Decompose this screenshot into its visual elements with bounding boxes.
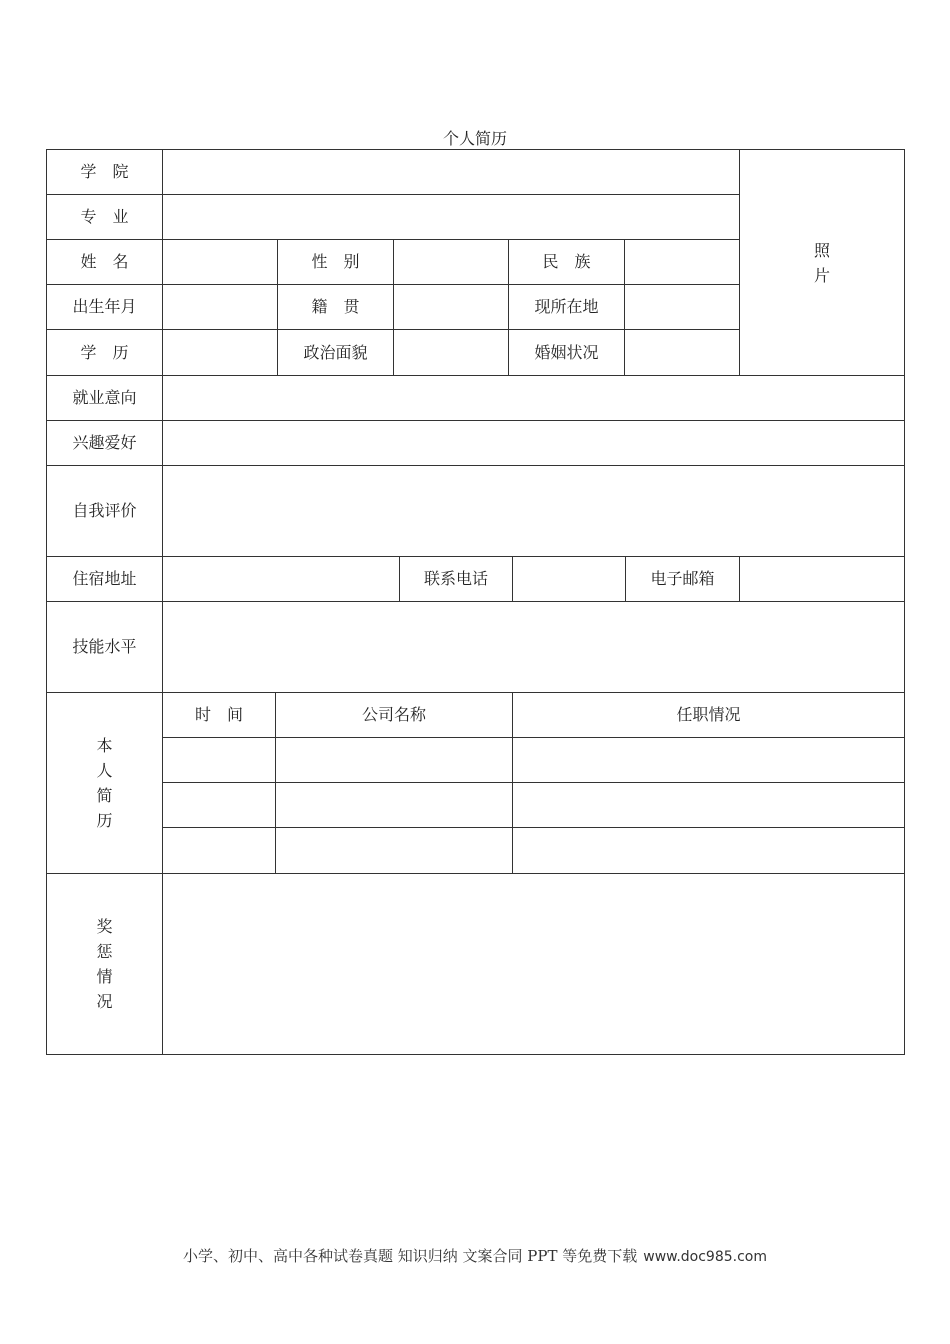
field-name[interactable] — [162, 239, 278, 285]
history-position-cell[interactable] — [512, 827, 905, 874]
label-native: 籍 贯 — [277, 284, 394, 330]
awards-char: 惩 — [96, 942, 113, 961]
field-ethnicity[interactable] — [624, 239, 740, 285]
label-email: 电子邮箱 — [625, 556, 740, 602]
photo-box[interactable] — [739, 149, 905, 376]
field-self-eval[interactable] — [162, 465, 905, 557]
field-native[interactable] — [393, 284, 509, 330]
label-location: 现所在地 — [508, 284, 625, 330]
history-position-cell[interactable] — [512, 782, 905, 828]
history-company-cell[interactable] — [275, 782, 513, 828]
label-skills: 技能水平 — [46, 601, 163, 693]
awards-char: 况 — [96, 992, 113, 1011]
label-intention: 就业意向 — [46, 375, 163, 421]
label-name: 姓 名 — [46, 239, 163, 285]
history-header-company: 公司名称 — [275, 692, 513, 738]
resume-char: 本 — [96, 736, 113, 755]
field-major[interactable] — [162, 194, 740, 240]
resume-char: 简 — [96, 786, 113, 805]
field-location[interactable] — [624, 284, 740, 330]
field-hobbies[interactable] — [162, 420, 905, 466]
label-political: 政治面貌 — [277, 329, 394, 376]
footer — [0, 1245, 950, 1266]
resume-char: 历 — [96, 811, 113, 830]
field-gender[interactable] — [393, 239, 509, 285]
photo-char: 照 — [813, 240, 830, 260]
label-address: 住宿地址 — [46, 556, 163, 602]
label-birth: 出生年月 — [46, 284, 163, 330]
history-header-time: 时 间 — [162, 692, 276, 738]
label-gender: 性 别 — [277, 239, 394, 285]
awards-char: 情 — [96, 967, 113, 986]
history-time-cell[interactable] — [162, 782, 276, 828]
label-marital: 婚姻状况 — [508, 329, 625, 376]
footer-site-link[interactable]: www.doc985.com — [643, 1249, 767, 1265]
history-company-cell[interactable] — [275, 737, 513, 783]
history-company-cell[interactable] — [275, 827, 513, 874]
field-email[interactable] — [739, 556, 905, 602]
field-address[interactable] — [162, 556, 400, 602]
history-position-cell[interactable] — [512, 737, 905, 783]
field-awards[interactable] — [162, 873, 905, 1055]
field-birth[interactable] — [162, 284, 278, 330]
label-education: 学 历 — [46, 329, 163, 376]
footer-text: 小学、初中、高中各种试卷真题 知识归纳 文案合同 PPT 等免费下载 — [182, 1247, 638, 1265]
photo-char: 片 — [813, 265, 830, 285]
field-education[interactable] — [162, 329, 278, 376]
field-skills[interactable] — [162, 601, 905, 693]
history-header-position: 任职情况 — [512, 692, 905, 738]
resume-char: 人 — [96, 761, 113, 780]
history-time-cell[interactable] — [162, 737, 276, 783]
awards-char: 奖 — [96, 917, 113, 936]
page-title: 个人简历 — [442, 129, 507, 148]
resume-form — [46, 149, 905, 1055]
field-college[interactable] — [162, 149, 740, 195]
label-ethnicity: 民 族 — [508, 239, 625, 285]
label-resume — [46, 692, 163, 874]
label-self-eval: 自我评价 — [46, 465, 163, 557]
field-political[interactable] — [393, 329, 509, 376]
label-major: 专 业 — [46, 194, 163, 240]
history-time-cell[interactable] — [162, 827, 276, 874]
field-marital[interactable] — [624, 329, 740, 376]
label-college: 学 院 — [46, 149, 163, 195]
label-awards — [46, 873, 163, 1055]
label-phone: 联系电话 — [399, 556, 513, 602]
label-hobbies: 兴趣爱好 — [46, 420, 163, 466]
field-intention[interactable] — [162, 375, 905, 421]
field-phone[interactable] — [512, 556, 626, 602]
